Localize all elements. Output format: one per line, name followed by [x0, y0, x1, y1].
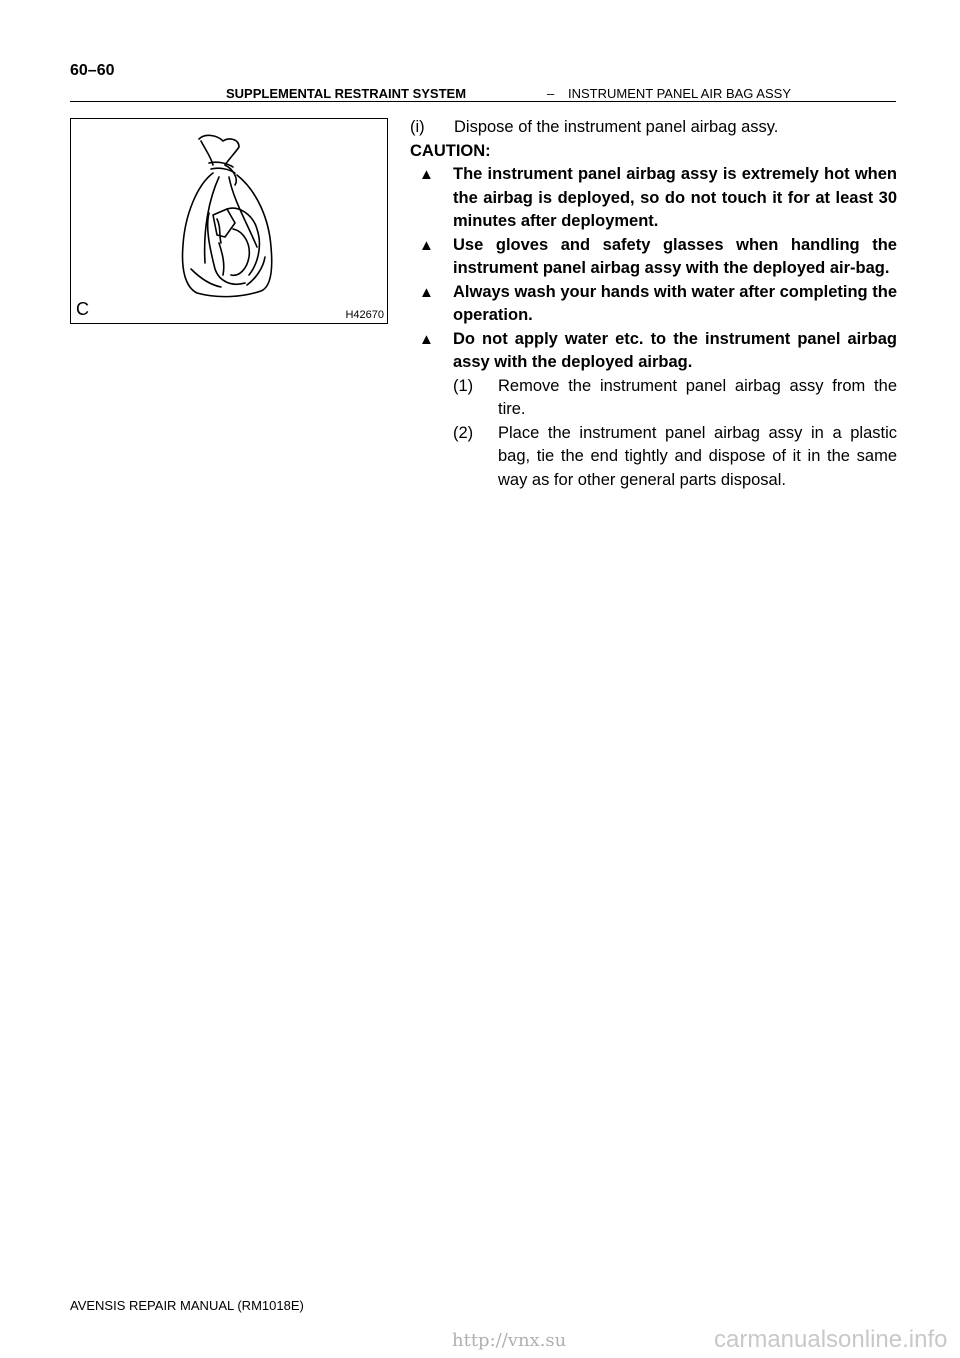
- caution-item: [410, 328, 897, 375]
- substep-1: [410, 375, 897, 422]
- illustration-frame: [70, 118, 388, 324]
- caution-item: [410, 281, 897, 328]
- figure-id: H42670: [345, 309, 384, 321]
- page-number: 60–60: [70, 62, 115, 79]
- substep-2: [410, 422, 897, 493]
- caution-text: Do not apply water etc. to the instrument panel airbag assy with the deployed airbag.: [453, 329, 897, 371]
- running-header: [70, 86, 896, 102]
- procedure-text: [410, 116, 897, 492]
- header-rule: [70, 101, 896, 102]
- watermark-link[interactable]: http://vnx.su: [452, 1330, 567, 1351]
- warning-triangle-icon: ▲: [419, 166, 434, 183]
- step-text: Dispose of the instrument panel airbag assy.: [454, 118, 779, 136]
- step-i: [410, 116, 897, 140]
- watermark-site: carmanualsonline.info: [714, 1326, 948, 1353]
- airbag-in-bag-illustration: [71, 119, 387, 323]
- subsection-title: INSTRUMENT PANEL AIR BAG ASSY: [568, 86, 791, 101]
- section-title: SUPPLEMENTAL RESTRAINT SYSTEM: [226, 86, 467, 101]
- caution-item: [410, 163, 897, 234]
- warning-triangle-icon: ▲: [419, 236, 434, 254]
- figure-letter: C: [76, 299, 89, 319]
- caution-text: Always wash your hands with water after completing the operation.: [453, 282, 897, 324]
- warning-triangle-icon: ▲: [419, 283, 434, 301]
- manual-footer: AVENSIS REPAIR MANUAL (RM1018E): [70, 1298, 304, 1313]
- caution-text: Use gloves and safety glasses when handling the instrument panel airbag assy with the deployed air-bag.: [453, 235, 897, 277]
- substep-number: (1): [453, 376, 474, 395]
- substep-text: Remove the instrument panel airbag assy from the tire.: [498, 376, 897, 418]
- step-number: (i): [410, 118, 425, 136]
- substep-text: Place the instrument panel airbag assy in a plastic bag, tie the end tightly and dispose of it in the same way as for other general parts disposal.: [498, 423, 897, 489]
- caution-title: CAUTION:: [410, 141, 491, 160]
- header-dash: –: [547, 86, 555, 101]
- caution-item: [410, 234, 897, 281]
- warning-triangle-icon: ▲: [419, 330, 434, 348]
- caution-text: The instrument panel airbag assy is extremely hot when the airbag is deployed, so do not touch it for at least 30 minutes after deployment.: [453, 165, 897, 230]
- substep-number: (2): [453, 423, 474, 442]
